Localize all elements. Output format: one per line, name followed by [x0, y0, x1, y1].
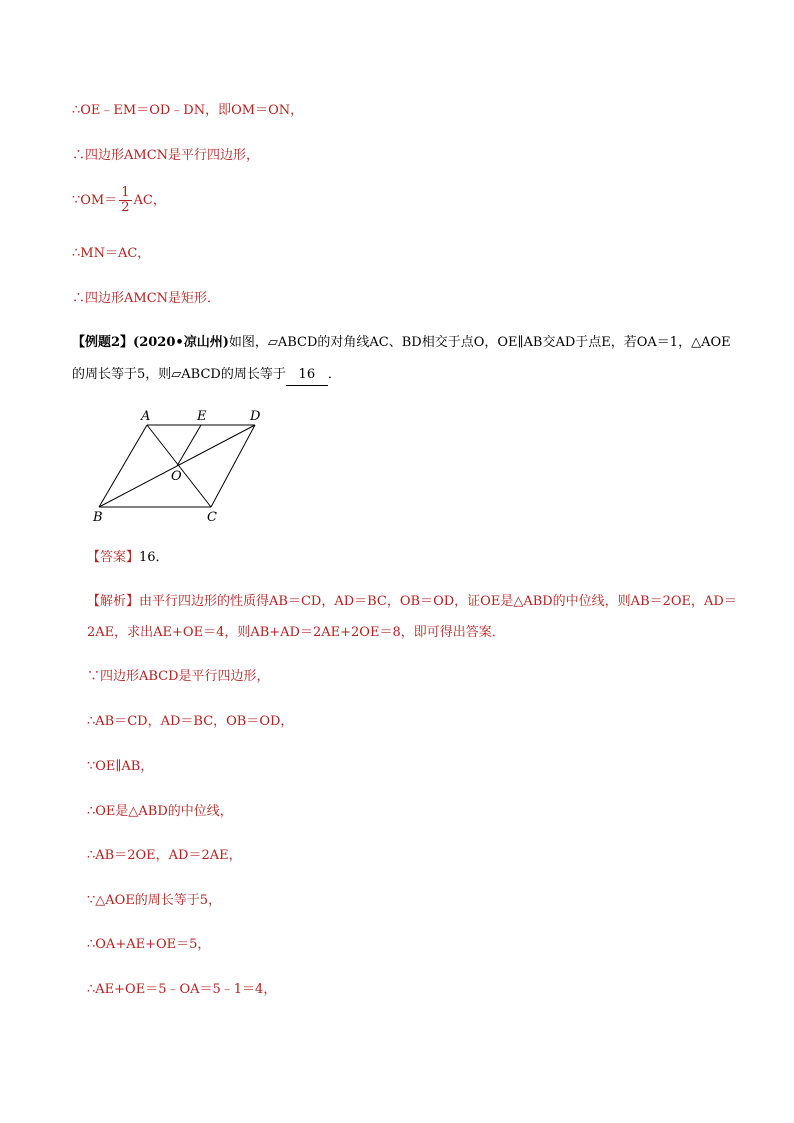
fraction-numerator: 1	[121, 185, 130, 200]
proof-line-fraction	[72, 184, 166, 218]
answer-tag: 【答案】	[87, 550, 140, 565]
fraction-denominator: 2	[121, 200, 130, 215]
example-text-2-end: ．	[327, 367, 341, 382]
fraction	[119, 186, 131, 215]
answer-line	[87, 548, 169, 568]
label-A: A	[141, 409, 151, 424]
diagonal-AC	[147, 425, 211, 507]
proof-line-3: ∴MN＝AC，	[72, 246, 151, 261]
fraction-prefix: ∵OM＝	[72, 193, 118, 208]
example-line-1	[72, 333, 731, 353]
analysis-line-1	[87, 592, 737, 612]
proof-line-1: ∴OE﹣EM＝OD﹣DN，即OM＝ON，	[72, 103, 304, 118]
analysis-text-1: 由平行四边形的性质得AB＝CD，AD＝BC，OB＝OD，证OE是△ABD的中位线，则AB＝2OE，AD＝	[139, 594, 737, 609]
proof-line-2: ∴四边形AMCN是平行四边形，	[72, 148, 260, 163]
example-line-2	[72, 365, 341, 386]
answer-blank: 16	[286, 365, 328, 386]
label-C: C	[207, 510, 217, 525]
proof-step: ∵四边形ABCD是平行四边形，	[87, 669, 270, 684]
proof-step: ∴AB＝2OE，AD＝2AE，	[87, 848, 242, 863]
proof-step: ∵△AOE的周长等于5，	[87, 893, 222, 908]
label-O: O	[171, 469, 182, 484]
example-text-2: 的周长等于5，则▱ABCD的周长等于	[72, 367, 286, 382]
label-B: B	[93, 510, 103, 525]
example-source: (2020•凉山州)	[133, 335, 229, 350]
analysis-line-2: 2AE，求出AE+OE＝4，则AB+AD＝2AE+2OE＝8，即可得出答案．	[87, 625, 505, 640]
example-tag: 【例题2】	[72, 335, 134, 350]
answer-value: 16．	[139, 550, 169, 565]
proof-step: ∴OA+AE+OE＝5，	[87, 937, 211, 952]
proof-step: ∴AB＝CD，AD＝BC，OB＝OD，	[87, 714, 294, 729]
proof-step: ∵OE∥AB，	[87, 759, 154, 774]
example-text-1: 如图，▱ABCD的对角线AC、BD相交于点O，OE∥AB交AD于点E，若OA＝1，△AOE	[228, 335, 731, 350]
analysis-tag: 【解析】	[87, 594, 140, 609]
segment-DC	[211, 425, 255, 507]
proof-line-4: ∴四边形AMCN是矩形．	[72, 291, 221, 306]
label-D: D	[250, 409, 261, 424]
proof-step: ∴OE是△ABD的中位线，	[87, 804, 233, 819]
parallelogram-figure	[85, 405, 275, 530]
fraction-suffix: AC，	[133, 193, 166, 208]
proof-step: ∴AE+OE＝5﹣OA＝5﹣1＝4，	[87, 982, 277, 997]
label-E: E	[197, 409, 207, 424]
